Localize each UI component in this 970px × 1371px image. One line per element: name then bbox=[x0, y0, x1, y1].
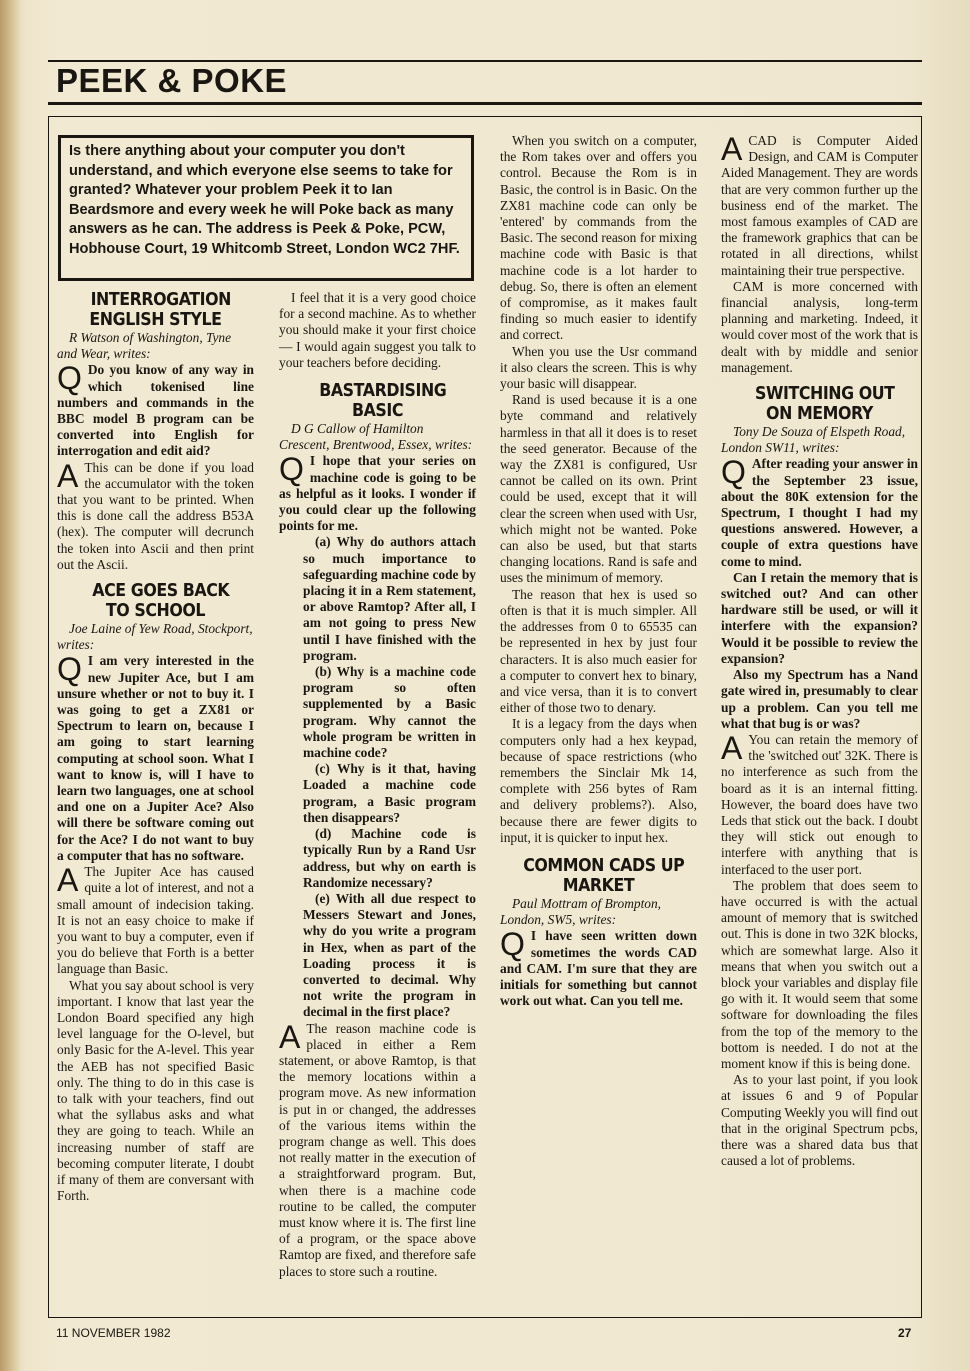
article-heading: ACE GOES BACK TO SCHOOL bbox=[92, 580, 230, 622]
answer-text bbox=[57, 864, 254, 977]
q-dropcap: Q bbox=[57, 651, 82, 688]
intro-box bbox=[58, 135, 474, 281]
question-text bbox=[279, 453, 476, 534]
answer-body: This can be done if you load the accumulator with the token that you want to be printed. When this is done call the address B53A (hex). The computer will decrunch the token into Ascii and then print out the Ascii. bbox=[57, 459, 254, 572]
a-dropcap: A bbox=[279, 1018, 301, 1055]
answer-body: The Jupiter Ace has caused quite a lot of interest, and not a small amount of indecision taking. It is not an easy choice to make if you want to buy a computer, even if you do believe that Forth is a better language than Basic. bbox=[57, 864, 254, 977]
answer-paragraph: When you switch on a computer, the Rom takes over and offers you control. Because the Rom is in Basic, the control is in Basic. On the ZX81 machine code can only be 'entered' by commands from the Basic. The second reason for mixing machine code with Basic is that machine code is a lot harder to debug. So, there is often an element of compromise, as it makes fault finding so much easier to identify and correct. bbox=[500, 133, 697, 343]
q-dropcap: Q bbox=[279, 451, 304, 488]
section-title: PEEK & POKE bbox=[56, 62, 288, 99]
question-body: I hope that your series on machine code is going to be as helpful as it looks. I wonder if you could clear up the following points for me. bbox=[279, 453, 476, 534]
answer-paragraph: What you say about school is very important. I know that last year the London Board specified any high level language for the O-level, but only Basic for the A-level. This year the AEB has not specified Basic only. The thing to do in this case is to talk with your teachers, find out what the syllabus asks and what they are going to teach. While an increasing number of staff are becoming computer literate, I doubt if many of them are conversant with Forth. bbox=[57, 977, 254, 1204]
article-heading: INTERROGATION ENGLISH STYLE bbox=[89, 289, 231, 330]
question-paragraph: Also my Spectrum has a Nand gate wired in, presumably to clear up a problem. Can you tell me what that bug is or was? bbox=[721, 667, 918, 731]
answer-paragraph: The problem that does seem to have occurred is with the actual amount of memory that is switched out. This is done in two 32K blocks, which are somewhat large. Also it means that when you switch out a block your variables and display file go with it. It would seem that some software for downloading the files from the top of the memory to the bottom is needed. I do not at the moment know if this is being done. bbox=[721, 877, 918, 1071]
q-dropcap: Q bbox=[721, 454, 746, 491]
q-dropcap: Q bbox=[500, 926, 525, 963]
a-dropcap: A bbox=[721, 131, 743, 167]
a-dropcap: A bbox=[721, 729, 743, 766]
question-item-c: (c) Why is it that, having Loaded a machine code program, a Basic program then disappears? bbox=[303, 761, 476, 825]
answer-text bbox=[721, 133, 918, 279]
column-2 bbox=[279, 290, 476, 1280]
question-item-b: (b) Why is a machine code program so often supplemented by a Basic program. Why cannot the whole program be written in machine code? bbox=[303, 664, 476, 761]
article-byline: D G Callow of Hamilton Crescent, Brentwood, Essex, writes: bbox=[279, 421, 473, 453]
question-item-a: (a) Why do authors attach so much importance to safeguarding machine code by placing it in a Rem statement, or above Ramtop? After all, I am not going to press New until I have finished with the program. bbox=[303, 534, 476, 663]
article-heading: BASTARDISING BASIC bbox=[319, 380, 447, 422]
question-body: I am very interested in the new Jupiter Ace, but I am unsure whether or not to buy it. I was going to get a ZX81 or Spectrum to learn on, because I am going to start learning computing at school soon. What I want to know is, will I have to learn two languages, one at school and one on a Jupiter Ace? Also will there be software coming out for the Ace? I do not want to buy a computer that has no software. bbox=[57, 653, 254, 863]
page-spine-shadow bbox=[0, 0, 20, 1371]
header-bottom-rule bbox=[48, 102, 922, 105]
answer-text bbox=[57, 457, 254, 573]
article-byline: R Watson of Washington, Tyne and Wear, writes: bbox=[57, 330, 232, 362]
a-dropcap: A bbox=[57, 862, 79, 899]
answer-paragraph: The reason that hex is used so often is that it is much simpler. All the addresses from 0 to 65535 can be represented in hex by just four characters. It is also much easier for a computer to convert hex to binary, and vice versa, than it is to convert either of those two to denary. bbox=[500, 586, 697, 716]
answer-text bbox=[279, 1018, 476, 1280]
article-byline: Joe Laine of Yew Road, Stockport, writes: bbox=[57, 621, 253, 653]
answer-body: You can retain the memory of the 'switched out' 32K. There is no interference as such from the board as it is an internal fitting. However, the board does have two Leds that stick out the back. I doubt they will stick out enough to interfere with anything that is interfaced to the user port. bbox=[721, 731, 918, 877]
column-4 bbox=[721, 133, 918, 1169]
answer-paragraph: It is a legacy from the days when computers only had a hex keypad, because of space restrictions (who remembers the Sinclair Mk 14, complete with 256 bytes of Ram and delivery problems?). Also, because there are fewer digits to input, it is quicker to input hex. bbox=[500, 716, 697, 845]
answer-text bbox=[721, 729, 918, 878]
answer-body: The reason machine code is placed in either a Rem statement, or above Ramtop, is that the memory locations within a program move. As new information is put in or changed, the addresses of the various items within the program change as well. This does not really matter in the execution of a straightforward program. But, when there is a machine code routine to be called, the computer must know where it is. The first line of a program, or the space above Ramtop are fixed, and therefore safe places to store such a routine. bbox=[279, 1020, 476, 1279]
page-number: 27 bbox=[898, 1326, 912, 1340]
question-text bbox=[500, 928, 697, 1009]
answer-paragraph: CAM is more concerned with financial analysis, long-term planning and marketing. Indeed, it would cover most of the work that is dealt with by middle and senior management. bbox=[721, 278, 918, 375]
answer-paragraph: When you use the Usr command it also clears the screen. This is why your basic will disappear. bbox=[500, 343, 697, 392]
question-item-d: (d) Machine code is typically Run by a Rand Usr address, but why on earth is Randomize necessary? bbox=[303, 826, 476, 890]
question-body: Do you know of any way in which tokenised line numbers and commands in the BBC model B program can be converted into English for interrogation and edit aid? bbox=[57, 362, 254, 459]
column-1 bbox=[57, 290, 254, 1204]
article-heading: SWITCHING OUT ON MEMORY bbox=[754, 383, 895, 425]
answer-paragraph: Rand is used because it is a one byte command and relatively harmless in that all it does is to reset the seed generator. Because of the way the ZX81 is configured, Usr cannot be called on its own. Print could be used, except that it will clear the screen when used with Usr, which might not be wanted. Poke can also be used, but that starts changing locations. Rand is safe and uses the minimum of memory. bbox=[500, 392, 697, 586]
column-3 bbox=[500, 133, 697, 1009]
a-dropcap: A bbox=[57, 457, 79, 494]
answer-paragraph: As to your last point, if you look at issues 6 and 9 of Popular Computing Weekly you will find out that in the original Spectrum pcbs, there was a shared data bus that caused a lot of problems. bbox=[721, 1072, 918, 1169]
question-text bbox=[57, 653, 254, 864]
question-paragraph: Can I retain the memory that is switched out? And can other hardware still be used, or will it interfere with the expansion? Would it be possible to review the expansion? bbox=[721, 569, 918, 666]
q-dropcap: Q bbox=[57, 360, 82, 397]
article-byline: Tony De Souza of Elspeth Road, London SW11, writes: bbox=[721, 424, 906, 456]
issue-date: 11 NOVEMBER 1982 bbox=[56, 1326, 171, 1340]
question-text bbox=[57, 362, 254, 459]
article-byline: Paul Mottram of Brompton, London, SW5, writes: bbox=[500, 895, 662, 928]
answer-paragraph: I feel that it is a very good choice for a second machine. As to whether you should make it your first choice — I would again suggest you talk to your teachers before deciding. bbox=[279, 290, 476, 370]
answer-body: CAD is Computer Aided Design, and CAM is Computer Aided Management. They are words that are very common further up the business end of the market. The most famous examples of CAD are the framework graphics that can be rotated in all directions, whilst maintaining their true perspective. bbox=[721, 133, 918, 278]
question-item-e: (e) With all due respect to Messers Stewart and Jones, why do you write a program in Hex, when as part of the Loading process it is converted to decimal. Why not write the program in decimal in the first place? bbox=[303, 890, 476, 1020]
question-body: I have seen written down sometimes the words CAD and CAM. I'm sure that they are initials for something but cannot work out what. Can you tell me. bbox=[500, 928, 697, 1009]
article-heading: COMMON CADS UP MARKET bbox=[523, 854, 685, 896]
question-text bbox=[721, 456, 918, 569]
question-body: After reading your answer in the September 23 issue, about the 80K extension for the Spectrum, I thought I had my questions answered. However, a couple of extra questions have come to mind. bbox=[721, 456, 918, 569]
intro-box-text: Is there anything about your computer you don't understand, and which everyone else seems to take for granted? Whatever your problem Peek it to Ian Beardsmore and every week he will Poke back as many answers as he can. The address is Peek & Poke, PCW, Hobhouse Court, 19 Whitcomb Street, London WC2 7HF. bbox=[69, 143, 460, 257]
